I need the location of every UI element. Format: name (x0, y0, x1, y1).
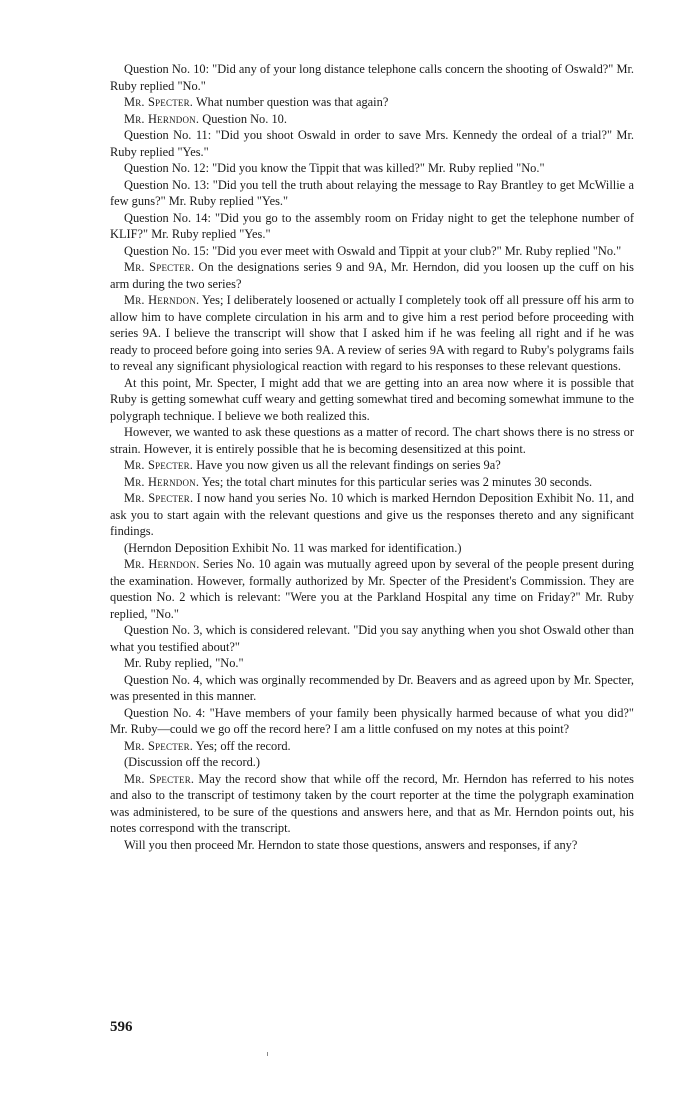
testimony-text (110, 61, 634, 853)
speaker-name: Mr. Specter. (124, 260, 195, 274)
page-number: 596 (110, 1019, 133, 1035)
paragraph (110, 111, 634, 128)
paragraph-text: Question No. 3, which is considered relevant. "Did you say anything when you shot Oswald other than what you testified about?" (110, 623, 634, 654)
paragraph (110, 424, 634, 457)
paragraph (110, 738, 634, 755)
speaker-name: Mr. Specter. (124, 738, 194, 753)
paragraph-text: (Discussion off the record.) (124, 755, 261, 769)
paragraph (110, 672, 634, 705)
paragraph-text: Yes; the total chart minutes for this particular series was 2 minutes 30 seconds. (199, 474, 593, 489)
paragraph (110, 292, 634, 375)
paragraph (110, 490, 634, 540)
paragraph-text: However, we wanted to ask these questions as a matter of record. The chart shows there is no stress or strain. However, it is entirely possible that he is becoming desensitized at this point. (110, 425, 634, 456)
paragraph-text: What number question was that again? (193, 95, 389, 109)
paragraph (110, 160, 634, 177)
speaker-name: Mr. Specter. (124, 95, 194, 109)
paragraph (110, 127, 634, 160)
paragraph (110, 655, 634, 672)
paragraph (110, 177, 634, 210)
speaker-name: Mr. Herndon. (124, 557, 200, 571)
paragraph-text: (Herndon Deposition Exhibit No. 11 was marked for identification.) (124, 540, 462, 555)
paragraph-text: Question No. 11: "Did you shoot Oswald in order to save Mrs. Kennedy the ordeal of a trial?" Mr. Ruby replied "Yes." (110, 128, 634, 159)
scan-speck (267, 1052, 268, 1056)
paragraph-text: Question No. 14: "Did you go to the assembly room on Friday night to get the telephone number of KLIF?" Mr. Ruby replied "Yes." (110, 210, 634, 241)
paragraph (110, 210, 634, 243)
paragraph-text: At this point, Mr. Specter, I might add that we are getting into an area now where it is possible that Ruby is getting somewhat cuff weary and getting somewhat tired and becoming somewhat immune to the polygraph technique. I believe we both realized this. (110, 375, 634, 423)
paragraph (110, 540, 634, 557)
speaker-name: Mr. Specter. (124, 771, 195, 786)
paragraph-text: Question No. 15: "Did you ever meet with Oswald and Tippit at your club?" Mr. Ruby replied "No." (124, 243, 622, 258)
paragraph-text: Question No. 10: "Did any of your long distance telephone calls concern the shooting of Oswald?" Mr. Ruby replied "No." (110, 62, 634, 93)
paragraph (110, 457, 634, 474)
paragraph (110, 94, 634, 111)
paragraph-text: May the record show that while off the record, Mr. Herndon has referred to his notes and also to the transcript of testimony taken by the court reporter at the time the polygraph examination was administered, to be sure of the questions and answers here, and that as Mr. Herndon points out, his notes correspond with the transcript. (110, 771, 634, 835)
paragraph-text: Yes; I deliberately loosened or actually I completely took off all pressure off his arm to allow him to have complete circulation in his arm and to give him a rest period before proceeding with series 9A. I believe the transcript will show that I asked him if he was feeling all right and if he was ready to proceed before going into series 9A. A review of series 9A with regard to Ruby's polygrams fails to reveal any significant physiological reaction with regard to his responses to these relevant questions. (110, 293, 634, 373)
paragraph (110, 61, 634, 94)
paragraph-text: Question No. 4, which was orginally recommended by Dr. Beavers and as agreed upon by Mr. Specter, was presented in this manner. (110, 672, 634, 703)
speaker-name: Mr. Herndon. (124, 474, 200, 489)
speaker-name: Mr. Herndon. (124, 293, 200, 307)
paragraph (110, 375, 634, 425)
paragraph-text: Question No. 13: "Did you tell the truth about relaying the message to Ray Brantley to get McWillie a few guns?" Mr. Ruby replied "Yes." (110, 177, 634, 208)
paragraph-text: I now hand you series No. 10 which is marked Herndon Deposition Exhibit No. 11, and ask you to start again with the relevant questions and give us the responses thereto and any significant findings. (110, 491, 635, 538)
paragraph (110, 837, 634, 854)
paragraph-text: Will you then proceed Mr. Herndon to state those questions, answers and responses, if any? (124, 837, 578, 852)
paragraph (110, 754, 634, 771)
speaker-name: Mr. Herndon. (124, 111, 200, 126)
paragraph (110, 705, 634, 738)
paragraph-text: Question No. 10. (199, 111, 287, 126)
paragraph-text: Mr. Ruby replied, "No." (124, 656, 244, 670)
speaker-name: Mr. Specter. (124, 491, 194, 505)
paragraph-text: On the designations series 9 and 9A, Mr. Herndon, did you loosen up the cuff on his arm during the two series? (110, 260, 635, 291)
paragraph (110, 474, 634, 491)
speaker-name: Mr. Specter. (124, 458, 194, 472)
paragraph-text: Question No. 12: "Did you know the Tippit that was killed?" Mr. Ruby replied "No." (124, 161, 545, 175)
paragraph (110, 243, 634, 260)
paragraph-text: Series No. 10 again was mutually agreed upon by several of the people present during the examination. However, formally authorized by Mr. Specter of the President's Commission. They are question No. 2 which is relevant: "Were you at the Parkland Hospital any time on Friday?" Mr. Ruby replied, "No." (110, 557, 634, 621)
paragraph (110, 556, 634, 622)
paragraph (110, 259, 634, 292)
paragraph-text: Have you now given us all the relevant findings on series 9a? (193, 458, 501, 472)
paragraph-text: Question No. 4: "Have members of your family been physically harmed because of what you did?" Mr. Ruby—could we go off the record here? I am a little confused on my notes at this point? (110, 705, 634, 736)
paragraph-text: Yes; off the record. (193, 738, 291, 753)
paragraph (110, 622, 634, 655)
paragraph (110, 771, 634, 837)
